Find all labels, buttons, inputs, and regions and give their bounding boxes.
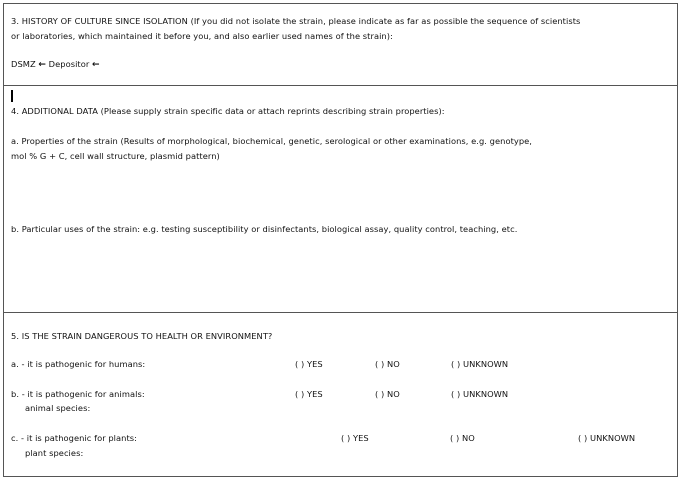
- yes-checkbox[interactable]: ( ) YES: [295, 359, 323, 369]
- unknown-checkbox[interactable]: ( ) UNKNOWN: [451, 389, 509, 399]
- pathogen-row-label: a. - it is pathogenic for humans:: [11, 359, 146, 369]
- no-checkbox[interactable]: ( ) NO: [375, 359, 400, 369]
- yes-checkbox[interactable]: ( ) YES: [341, 433, 369, 443]
- section-divider: [3, 85, 678, 86]
- section-divider: [3, 312, 678, 313]
- yes-checkbox[interactable]: ( ) YES: [295, 389, 323, 399]
- pathogen-row-label: b. - it is pathogenic for animals:: [11, 389, 145, 399]
- history-first: DSMZ: [11, 59, 36, 69]
- section4-a-line2: mol % G + C, cell wall structure, plasmid pattern): [11, 151, 220, 161]
- left-arrow-icon: ←: [92, 60, 100, 70]
- no-checkbox[interactable]: ( ) NO: [375, 389, 400, 399]
- history-chain: [11, 59, 100, 71]
- section3-text-line2: or laboratories, which maintained it before you, and also earlier used names of the strain):: [11, 31, 393, 41]
- no-checkbox[interactable]: ( ) NO: [450, 433, 475, 443]
- left-arrow-icon: ←: [38, 60, 46, 70]
- form-frame: [3, 3, 678, 477]
- section3-text-line1: 3. HISTORY OF CULTURE SINCE ISOLATION (If you did not isolate the strain, please indicate as far as possible the sequence of scientists: [11, 16, 581, 26]
- species-label: animal species:: [25, 403, 91, 413]
- unknown-checkbox[interactable]: ( ) UNKNOWN: [578, 433, 636, 443]
- unknown-checkbox[interactable]: ( ) UNKNOWN: [451, 359, 509, 369]
- history-second: Depositor: [48, 59, 90, 69]
- species-label: plant species:: [25, 448, 84, 458]
- section4-a-line1: a. Properties of the strain (Results of morphological, biochemical, genetic, serological or other examinations, e.g. genotype,: [11, 136, 532, 146]
- section4-heading: 4. ADDITIONAL DATA (Please supply strain specific data or attach reprints describing strain properties):: [11, 106, 445, 116]
- text-cursor: [11, 90, 13, 102]
- section4-b-line: b. Particular uses of the strain: e.g. testing susceptibility or disinfectants, biological assay, quality control, teaching, etc.: [11, 224, 518, 234]
- section5-heading: 5. IS THE STRAIN DANGEROUS TO HEALTH OR ENVIRONMENT?: [11, 331, 273, 341]
- pathogen-row-label: c. - it is pathogenic for plants:: [11, 433, 137, 443]
